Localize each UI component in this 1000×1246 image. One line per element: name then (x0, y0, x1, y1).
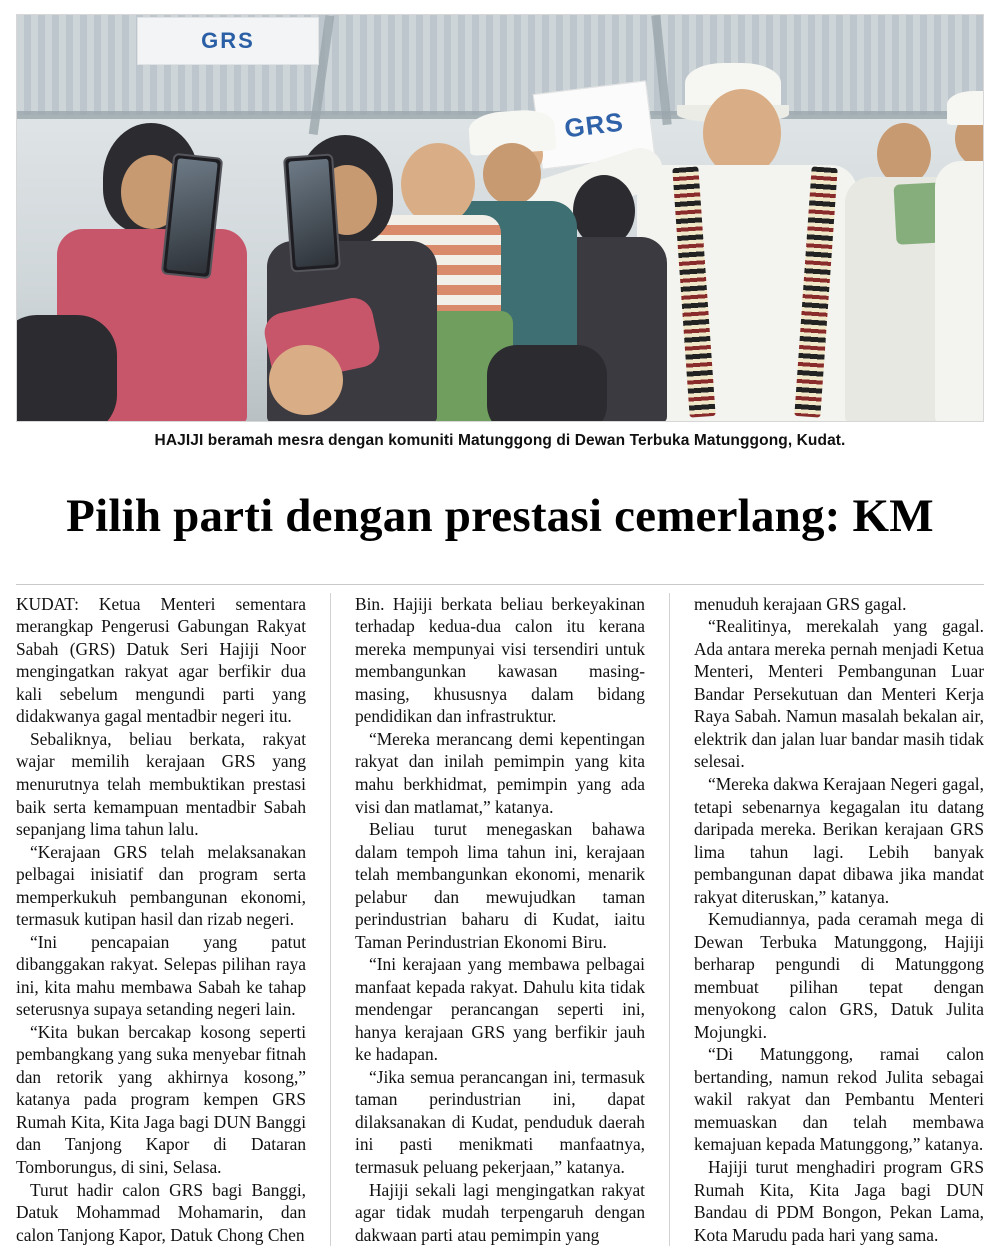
baby-head (269, 345, 343, 415)
foreground-figure (17, 315, 117, 421)
paragraph: “Di Matunggong, ramai calon bertanding, namun rekod Julita sebagai wakil rakyat dan Pembantu Menteri memuaskan dan telah membawa kemajuan kepada Matunggong,” katanya. (693, 1044, 984, 1155)
paragraph: KUDAT: Ketua Menteri sementara merangkap Pengerusi Gabungan Rakyat Sabah (GRS) Datuk Seri Hajiji Noor mengingatkan rakyat agar berfikir dua kali sebelum mengundi parti yang didakwanya gagal mentadbir negeri itu. (16, 593, 307, 727)
photo-scene (17, 15, 983, 421)
paragraph: Beliau turut menegaskan bahawa dalam tempoh lima tahun ini, kerajaan telah membangunkan ekonomi, menarik pelabur dan mewujudkan taman perindustrian baharu di Kudat, iaitu Taman Perindustrian Ekonomi Biru. (354, 819, 646, 952)
paragraph: “Ini kerajaan yang membawa pelbagai manfaat kepada rakyat. Dahulu kita tidak mendengar perancangan seperti ini, hanya kerajaan GRS yang berfikir jauh ke hadapan. (354, 954, 646, 1065)
grs-flag-text: GRS (562, 105, 626, 144)
divider (16, 584, 984, 585)
grs-banner (137, 17, 319, 65)
paragraph: “Jika semua perancangan ini, termasuk taman perindustrian ini, dapat dilaksanakan di Kudat, penduduk daerah ini pasti menikmati manfaatnya, termasuk peluang pekerjaan,” katanya. (354, 1066, 646, 1177)
paragraph: Bin. Hajiji berkata beliau berkeyakinan terhadap kedua-dua calon itu kerana mereka mempunyai visi tersendiri untuk membangunkan kawasan masing-masing, khususnya dalam bidang pendidikan dan infrastruktur. (354, 593, 646, 727)
paragraph: “Kerajaan GRS telah melaksanakan pelbagai inisiatif dan program serta memperkukuh pembangunan ekonomi, termasuk kutipan hasil dan rizab negeri. (16, 841, 307, 930)
person-head (483, 143, 541, 205)
grs-banner-text: GRS (201, 28, 255, 53)
paragraph: menuduh kerajaan GRS gagal. (693, 593, 907, 614)
paragraph: “Mereka merancang demi kepentingan rakyat dan inilah pemimpin yang kita mahu berkhidmat, pemimpin yang ada visi dan matlamat,” katanya. (354, 728, 646, 817)
paragraph: Sebaliknya, beliau berkata, rakyat wajar memilih kerajaan GRS yang menurutnya telah membuktikan prestasi baik serta kemampuan mentadbir Sabah sepanjang lima tahun lalu. (16, 728, 307, 840)
column-divider (669, 593, 670, 1246)
person-body (935, 161, 983, 421)
article-column-1 (16, 593, 306, 1246)
paragraph: “Kita bukan bercakap kosong seperti pembangkang yang suka menyebar fitnah dan retorik yang akhirnya kosong,” katanya pada program kempen GRS Rumah Kita, Kita Jaga bagi DUN Banggi dan Tanjong Kapor di Dataran Tomborungus, di sini, Selasa. (16, 1021, 307, 1177)
article-body (16, 593, 984, 1246)
photo-caption: HAJIJI beramah mesra dengan komuniti Matunggong di Dewan Terbuka Matunggong, Kudat. (154, 432, 846, 449)
paragraph: “Ini pencapaian yang patut dibanggakan rakyat. Selepas pilihan raya ini, kita mahu membawa Sabah ke tahap seterusnya supaya setanding negeri lain. (16, 931, 307, 1020)
person-head (877, 123, 931, 185)
page-title: Pilih parti dengan prestasi cemerlang: KM (66, 490, 934, 543)
child-head (401, 143, 475, 225)
paragraph: Hajiji turut menghadiri program GRS Rumah Kita, Kita Jaga bagi DUN Bandau di PDM Bongon, Pekan Lama, Kota Marudu pada hari yang sama. (693, 1157, 984, 1245)
paragraph: Kemudiannya, pada ceramah mega di Dewan Terbuka Matunggong, Hajiji berharap pengundi di Matunggong membuat pilihan tepat dengan menyokong calon GRS, Datuk Julita Mojungki. (693, 909, 984, 1042)
article-column-2 (355, 593, 645, 1246)
paragraph: Turut hadir calon GRS bagi Banggi, Datuk Mohammad Mohamarin, dan calon Tanjong Kapor, Datuk Chong Chen (16, 1179, 307, 1245)
paragraph: “Realitinya, merekalah yang gagal. Ada antara mereka pernah menjadi Ketua Menteri, Menteri Pembangunan Luar Bandar Persekutuan dan Menteri Kerja Raya Sabah. Namun masalah bekalan air, elektrik dan jalan luar bandar masih tidak selesai. (693, 616, 984, 772)
article-column-3 (694, 593, 984, 1246)
person-head (703, 89, 781, 177)
news-photo (16, 14, 984, 422)
column-divider (330, 593, 331, 1246)
white-cap (947, 91, 983, 125)
paragraph: “Mereka dakwa Kerajaan Negeri gagal, tetapi sebenarnya kegagalan itu datang daripada mereka. Berikan kerajaan GRS lima tahun lagi. Lebih banyak pembangunan dapat dibawa jika mandat rakyat diteruskan,” katanya. (693, 773, 984, 907)
mobile-phone (283, 153, 341, 272)
foreground-figure (487, 345, 607, 421)
paragraph: Hajiji sekali lagi mengingatkan rakyat agar tidak mudah terpengaruh dengan dakwaan parti atau pemimpin yang (354, 1179, 646, 1245)
